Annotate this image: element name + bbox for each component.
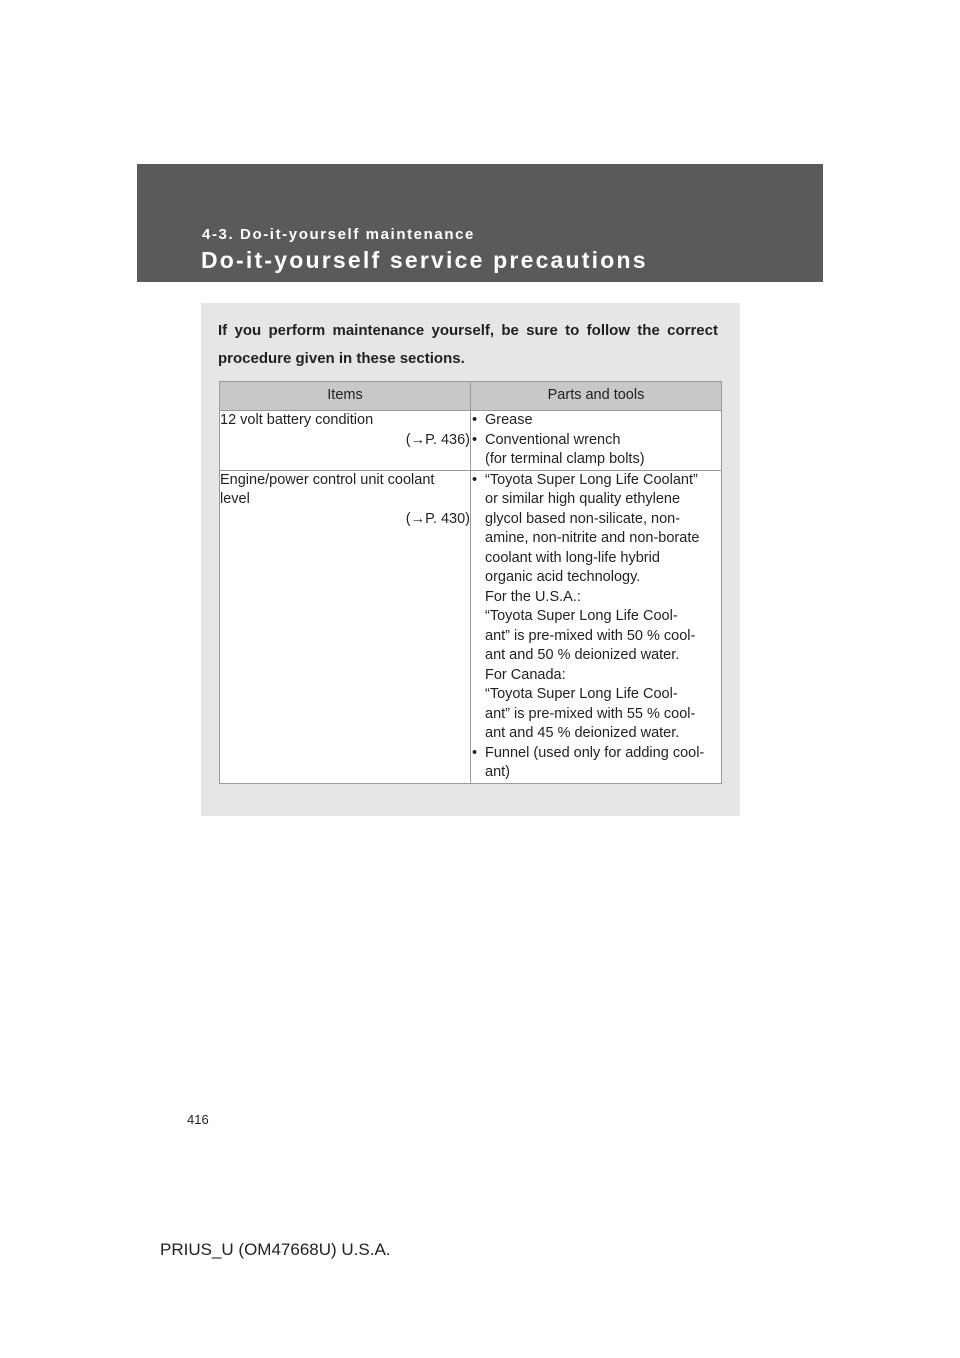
table-row: [220, 411, 722, 471]
list-item: • Grease: [471, 411, 721, 431]
item-name: level: [220, 491, 250, 507]
page-reference: (→P. 430): [405, 510, 470, 527]
page-title: Do-it-yourself service precautions: [201, 247, 648, 273]
item-name: 12 volt battery condition: [220, 412, 374, 428]
page-reference: (→P. 436): [405, 431, 470, 448]
list-item: • Conventional wrench (for terminal clamp bolts): [471, 431, 721, 470]
item-name: Engine/power control unit coolant: [220, 471, 435, 488]
section-label: 4-3. Do-it-yourself maintenance: [202, 226, 475, 243]
table-header-row: [220, 382, 722, 411]
item-cell: [220, 411, 471, 471]
footer-model-code: PRIUS_U (OM47668U) U.S.A.: [160, 1240, 391, 1259]
list-item: • “Toyota Super Long Life Coolant” or similar high quality ethylene glycol based non-silicate, non- amine, non-nitrite and non-borate coolant with long-life hybrid organic acid technology. For the U.S.A.: “Toyota Super Long Life Cool- ant” is pre-mixed with 50 % cool- ant and 50 % deionized water. For Canada: “Toyota Super Long Life Cool- ant” is pre-mixed with 55 % cool- ant and 45 % deionized water.: [471, 471, 721, 744]
parts-list: [471, 411, 721, 470]
list-item: • Funnel (used only for adding cool- ant): [471, 744, 721, 783]
item-cell: [220, 470, 471, 783]
parts-cell: [471, 411, 722, 471]
parts-cell: [471, 470, 722, 783]
table-row: [220, 470, 722, 783]
page-number: 416: [187, 1112, 209, 1127]
intro-text: If you perform maintenance yourself, be sure to follow the correct procedure given in these sections.: [218, 322, 718, 367]
parts-table: [219, 381, 722, 784]
column-header-parts: Parts and tools: [471, 382, 722, 411]
column-header-items: Items: [220, 382, 471, 411]
parts-list: [471, 471, 721, 783]
